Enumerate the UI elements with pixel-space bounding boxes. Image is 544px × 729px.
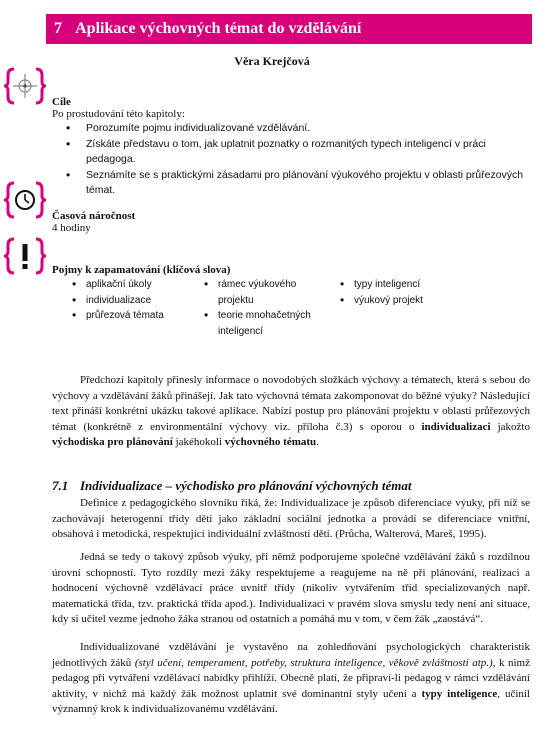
chapter-title: Aplikace výchovných témat do vzdělávání	[75, 20, 362, 37]
paragraph-text: , učinil významný krok k individualizovanému vzdělávání.	[52, 687, 530, 716]
goals-intro: Po prostudování této kapitoly:	[52, 108, 185, 120]
paragraph-definition: Definice z pedagogického slovníku říká, že: Individualizace je způsob diferenciace výuky, při níž se zachovávají heterogenní třídy dětí jako základní sociální jednotka a provádí se diferenciace vnitřní, obsahová i metodická, respektující individuální zvláštnosti dětí. (Průcha, Walterová, Mareš, 1995).	[52, 497, 530, 541]
intro-text: jakéhokoli	[172, 436, 225, 449]
goals-title: Cíle	[52, 96, 71, 108]
target-icon	[4, 66, 46, 106]
paragraph-bold: typy inteligence	[421, 687, 498, 700]
list-item: • aplikační úkoly	[70, 277, 200, 293]
intro-text: .	[316, 436, 319, 449]
list-item: • výukový projekt	[338, 293, 488, 309]
list-item: • rámec výukového projektu	[202, 277, 326, 308]
intro-bold-vychodiska: východiska pro plánování	[52, 436, 173, 449]
section-number: 7.1	[52, 478, 69, 493]
list-item: • průřezová témata	[70, 308, 200, 324]
paragraph-text: k nimž pedagog při vytváření vzdělávací nabídky přihlíží. Obecně platí, že připraví-li pedagog v rámci vzdělávání aktivity, v nichž má každý žák možnost uplatnit své dominantní styly učení a	[52, 656, 530, 700]
keywords-title: Pojmy k zapamatování (klíčová slova)	[52, 264, 231, 276]
keywords-column-2	[202, 277, 326, 339]
intro-bold-tematu: výchovného tématu	[224, 436, 317, 449]
time-title: Časová náročnost	[52, 210, 136, 222]
paragraph-method: Jedná se tedy o takový způsob výuky, při němž podporujeme společné vzdělávání žáků s rozdílnou úrovní schopností. Tyto rozdíly mezi žáky respektujeme a reagujeme na ně při plánování, realizaci a hodnocení výchovně vzdělávací práce uvnitř třídy (nikoliv vytvářením tříd specializovaných např. matematická třída, tzv. praktická třída apod.). Individualizaci v pravém slova smyslu tedy není ani situace, kdy si učitel vezme jednoho žáka stranou od ostatních a pomáhá mu v tom, v čem žák „zaostává“.	[52, 551, 530, 626]
paragraph-text: Individualizované vzdělávání je vystavěno na zohledňování psychologických charakteristik jednotlivých žáků	[52, 641, 530, 669]
author: Věra Krejčová	[234, 54, 310, 68]
intro-text: Předchozí kapitoly přinesly informace o novodobých složkách výchovy a tématech, která s sebou do výchovy a vzdělávání žáků přinášejí. Jak tato výchovná témata zakomponovat do běžné výuky? Následující text přináší konkrétní ukázku takové aplikace. Nabízí postup pro plánování projektu v oblasti průřezových témat (konkrétně z environmentální výchovy viz. příloha č.3) s oporou o	[52, 374, 530, 433]
list-item: • Seznámíte se s praktickými zásadami pro plánování výukového projektu v oblasti průřezových témat.	[52, 168, 530, 199]
chapter-header	[46, 14, 532, 44]
section-title: Individualizace – východisko pro plánování výchovných témat	[80, 478, 412, 493]
intro-bold-individualizaci: individualizaci	[421, 420, 491, 433]
goals-list	[52, 121, 530, 199]
keywords-column-1	[70, 277, 200, 324]
intro-text: jakožto	[490, 420, 530, 433]
exclamation-icon	[4, 236, 46, 276]
list-item: • Získáte představu o tom, jak uplatnit poznatky o rozmanitých typech inteligencí v práci pedagoga.	[52, 137, 530, 168]
list-item: • individualizace	[70, 293, 200, 309]
paragraph-individualized	[52, 640, 530, 718]
section-heading	[52, 478, 411, 494]
list-item: • typy inteligencí	[338, 277, 488, 293]
list-item: • teorie mnohačetných inteligencí	[202, 308, 326, 339]
intro-paragraph	[52, 373, 530, 451]
clock-icon	[4, 180, 46, 220]
keywords-column-3	[338, 277, 488, 308]
time-value: 4 hodiny	[52, 222, 91, 234]
chapter-number: 7	[54, 20, 62, 37]
list-item: • Porozumíte pojmu individualizované vzdělávání.	[52, 121, 530, 137]
paragraph-italic: (styl učení, temperament, potřeby, struktura inteligence, věkově zvláštnosti atp.),	[134, 656, 496, 669]
